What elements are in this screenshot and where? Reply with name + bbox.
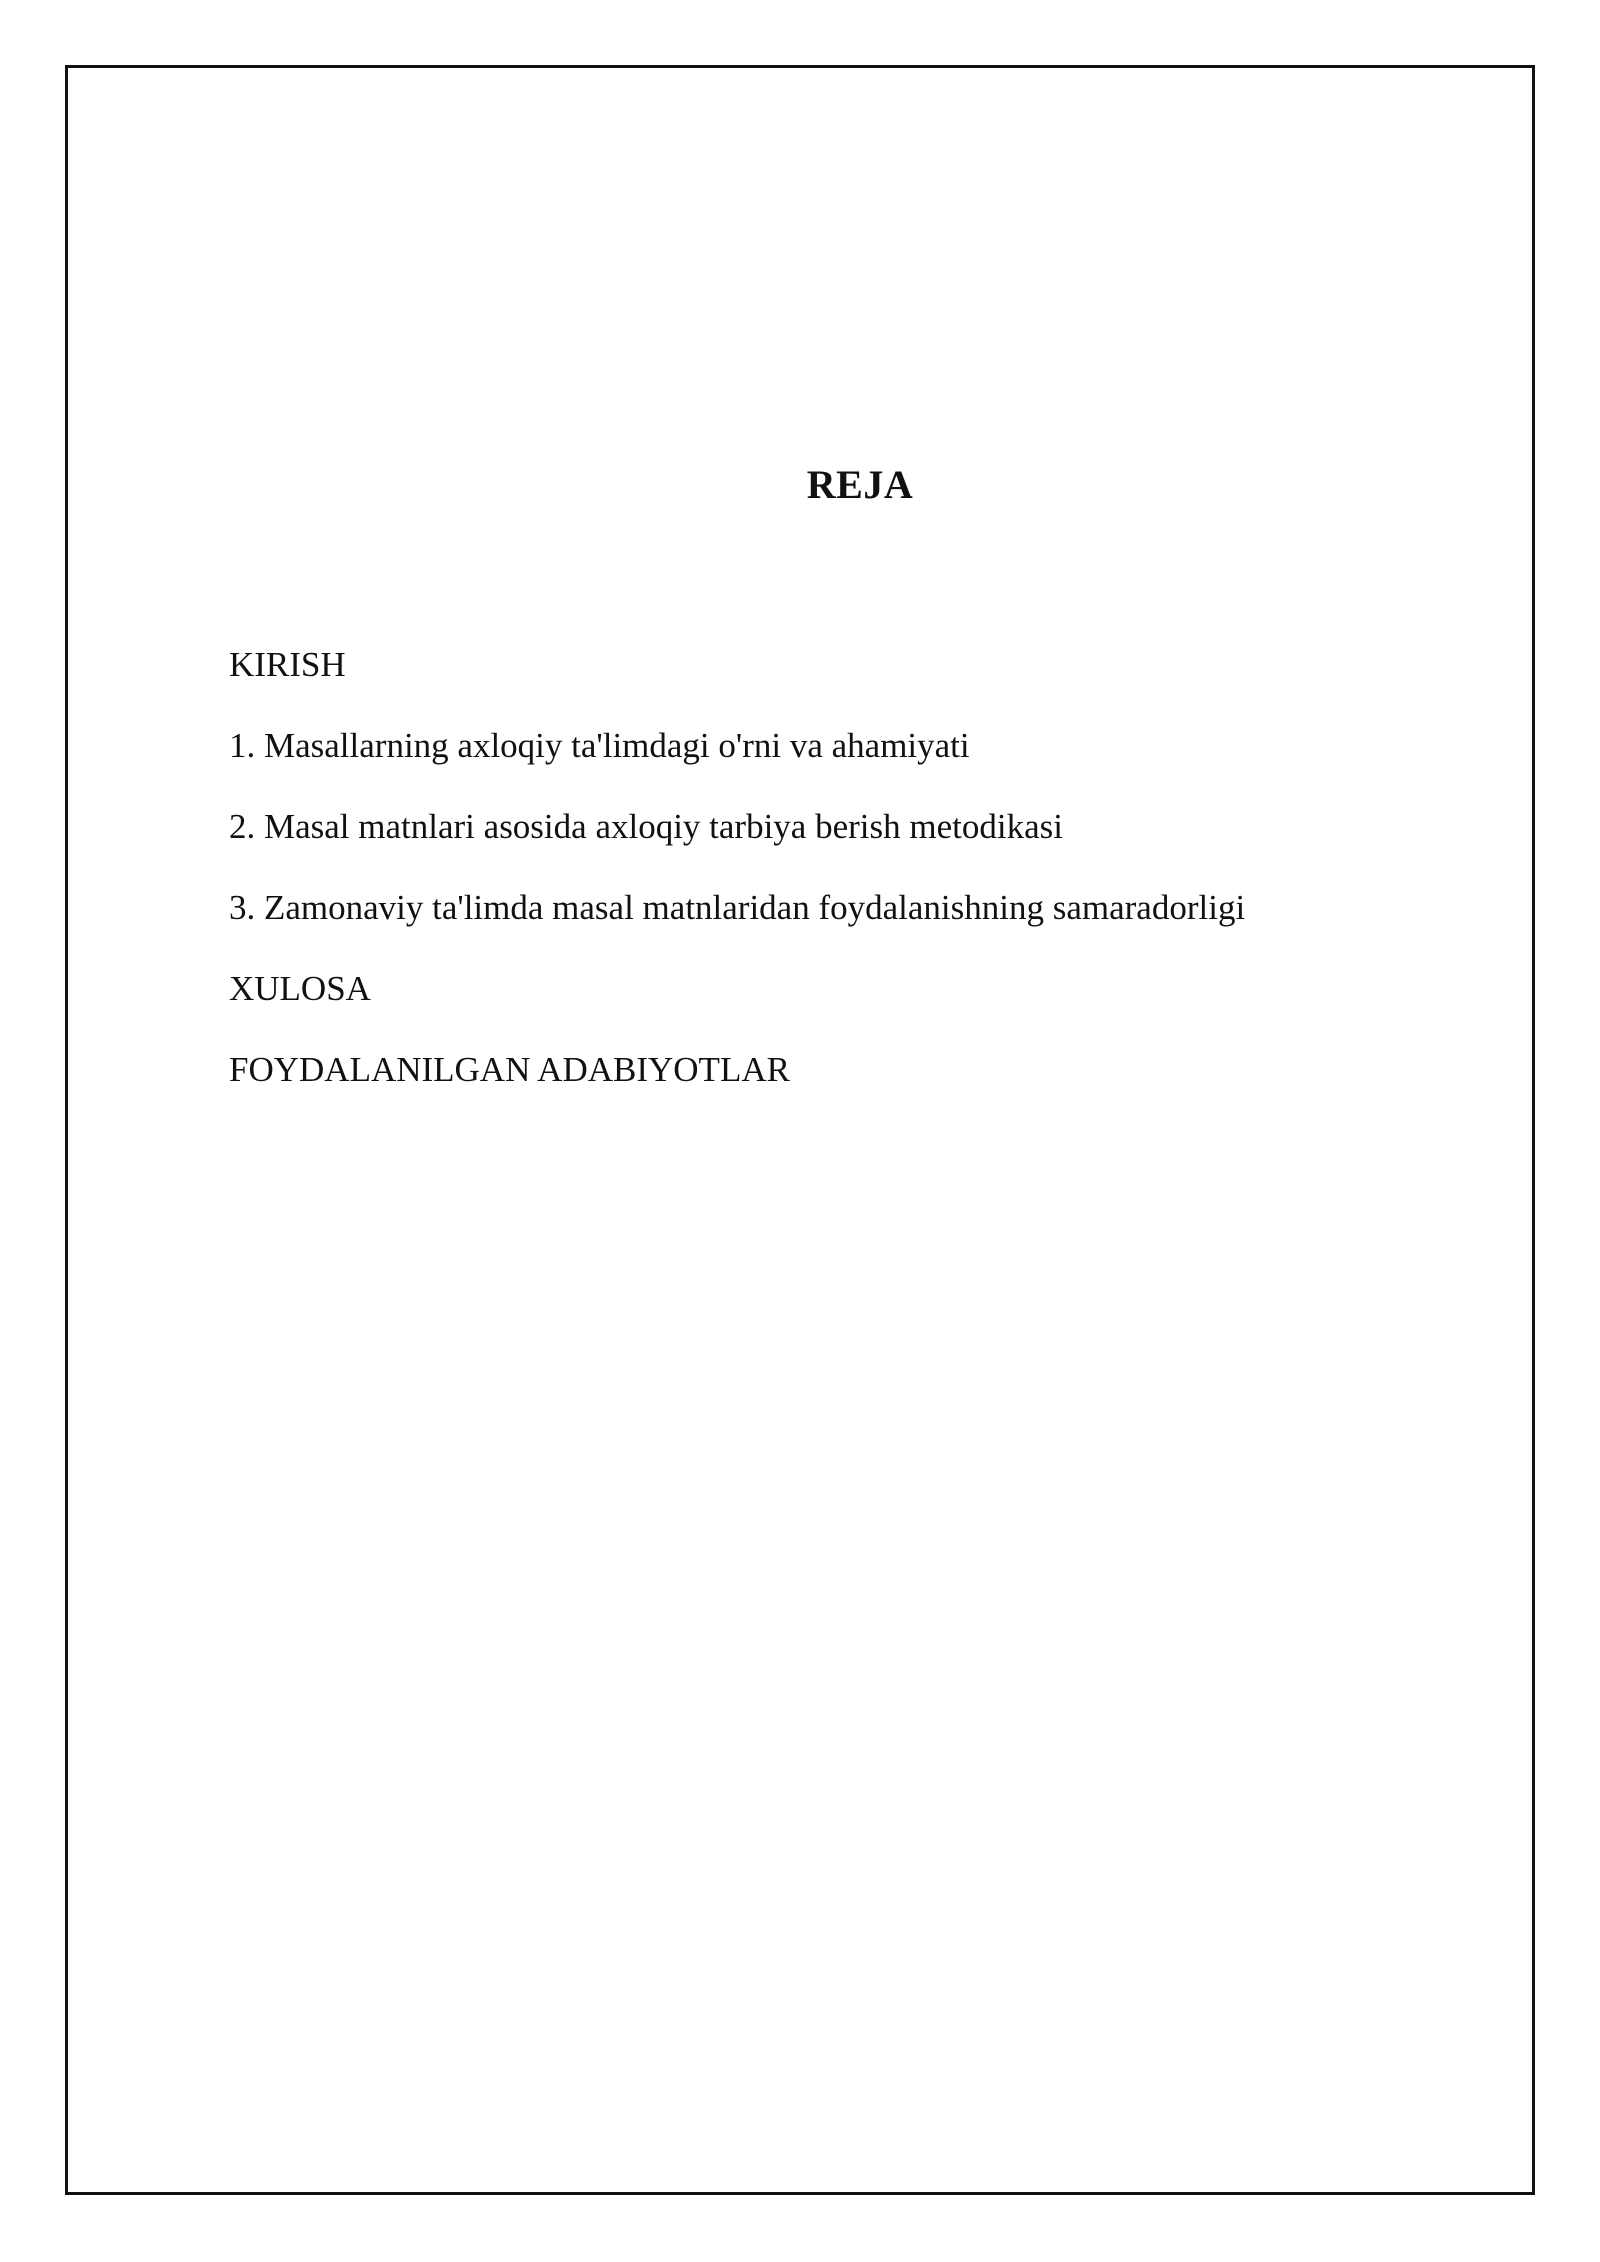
plan-item-conclusion: XULOSA <box>229 969 371 1008</box>
plan-item-introduction: KIRISH <box>229 645 346 684</box>
page-border <box>65 65 1535 2195</box>
plan-list <box>229 640 1245 1126</box>
plan-item-3: 3. Zamonaviy ta'limda masal matnlaridan foydalanishning samaradorligi <box>229 888 1246 927</box>
page-title: REJA <box>806 462 914 507</box>
plan-item-2: 2. Masal matnlari asosida axloqiy tarbiya berish metodikasi <box>229 807 1063 846</box>
plan-item-references: FOYDALANILGAN ADABIYOTLAR <box>229 1050 790 1089</box>
plan-item-1: 1. Masallarning axloqiy ta'limdagi o'rni va ahamiyati <box>229 726 970 765</box>
